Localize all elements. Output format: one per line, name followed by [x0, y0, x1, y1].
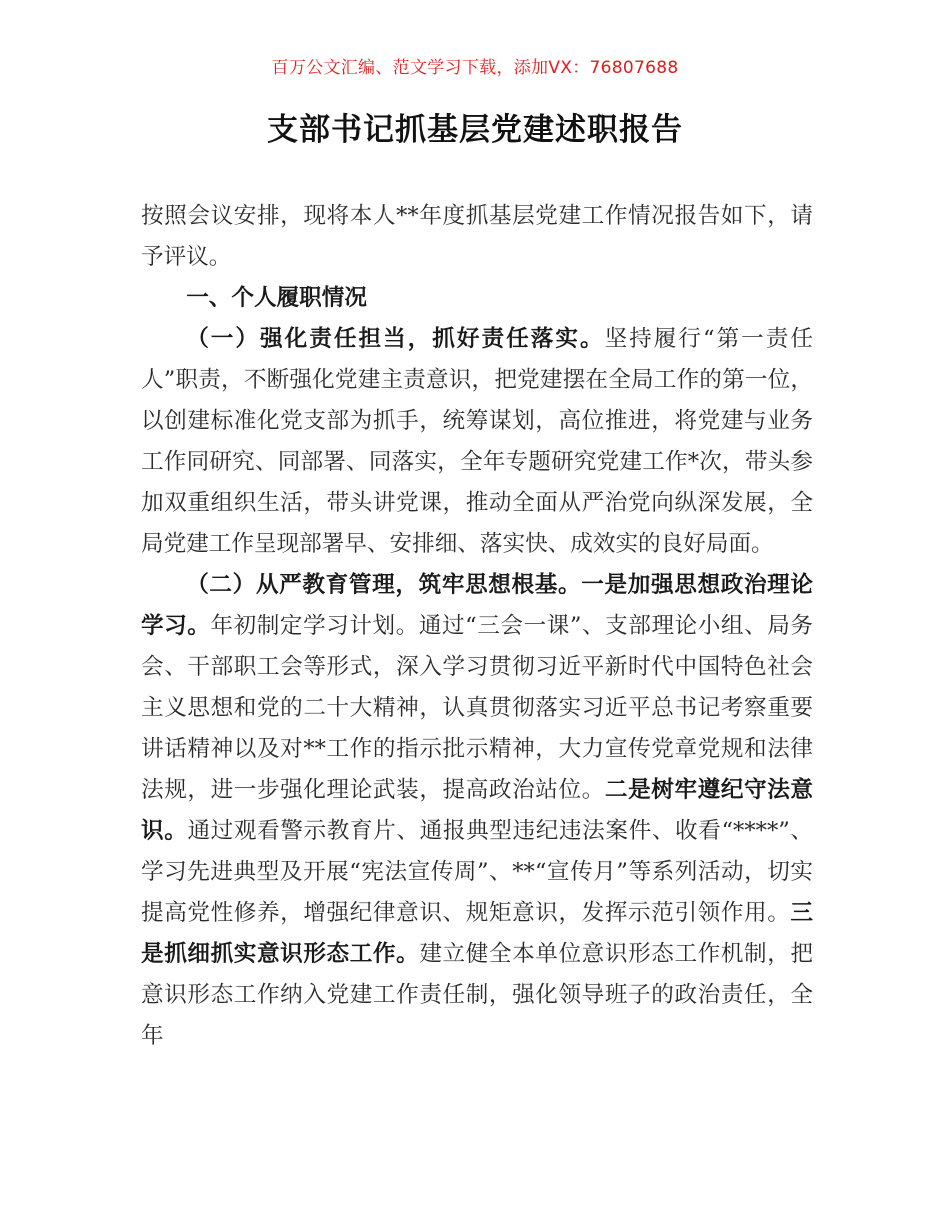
section-heading-1	[141, 278, 813, 319]
header-promo-note: 百万公文汇编、范文学习下载，添加VX：76807688	[271, 58, 679, 78]
item-1-lead: （一）强化责任担当，抓好责任落实。	[186, 326, 605, 352]
item-2-point-1-text: 年初制定学习计划。通过“三会一课”、支部理论小组、局务会、干部职工会等形式，深入学习贯彻习近平新时代中国特色社会主义思想和党的二十大精神，认真贯彻落实习近平总书记考察重要讲话精神以及对**工作的指示批示精神，大力宣传党章党规和法律法规，进一步强化理论武装，提高政治站位。	[141, 613, 813, 803]
item-2-point-2-lead: 二是树牢遵纪守法意识。	[141, 777, 814, 844]
paragraph-item-2	[141, 565, 813, 1057]
paragraph-item-1	[141, 319, 813, 565]
document-body	[141, 196, 813, 1057]
item-2-lead: （二）从严教育管理，筑牢思想根基。	[186, 572, 582, 598]
intro-paragraph: 按照会议安排，现将本人**年度抓基层党建工作情况报告如下，请予评议。	[141, 203, 813, 270]
section-heading-text: 一、个人履职情况	[186, 285, 367, 311]
document-title: 支部书记抓基层党建述职报告	[267, 112, 683, 148]
item-2-point-3-lead: 三是抓细抓实意识形态工作。	[141, 900, 813, 967]
item-2-point-2-text: 通过观看警示教育片、通报典型违纪违法案件、收看“****”、学习先进典型及开展“宪法宣传周”、**“宣传月”等系列活动，切实提高党性修养，增强纪律意识、规矩意识，发挥示范引领作用。	[141, 818, 814, 926]
item-1-text: 坚持履行“第一责任人”职责，不断强化党建主责意识，把党建摆在全局工作的第一位，以创建标准化党支部为抓手，统筹谋划，高位推进，将党建与业务工作同研究、同部署、同落实，全年专题研究党建工作*次，带头参加双重组织生活，带头讲党课，推动全面从严治党向纵深发展，全局党建工作呈现部署早、安排细、落实快、成效实的良好局面。	[141, 326, 813, 557]
item-2-point-1-lead: 一是加强思想政治理论学习。	[141, 572, 814, 639]
item-2-point-3-text: 建立健全本单位意识形态工作机制，把意识形态工作纳入党建工作责任制，强化领导班子的政治责任，全年	[141, 941, 814, 1049]
